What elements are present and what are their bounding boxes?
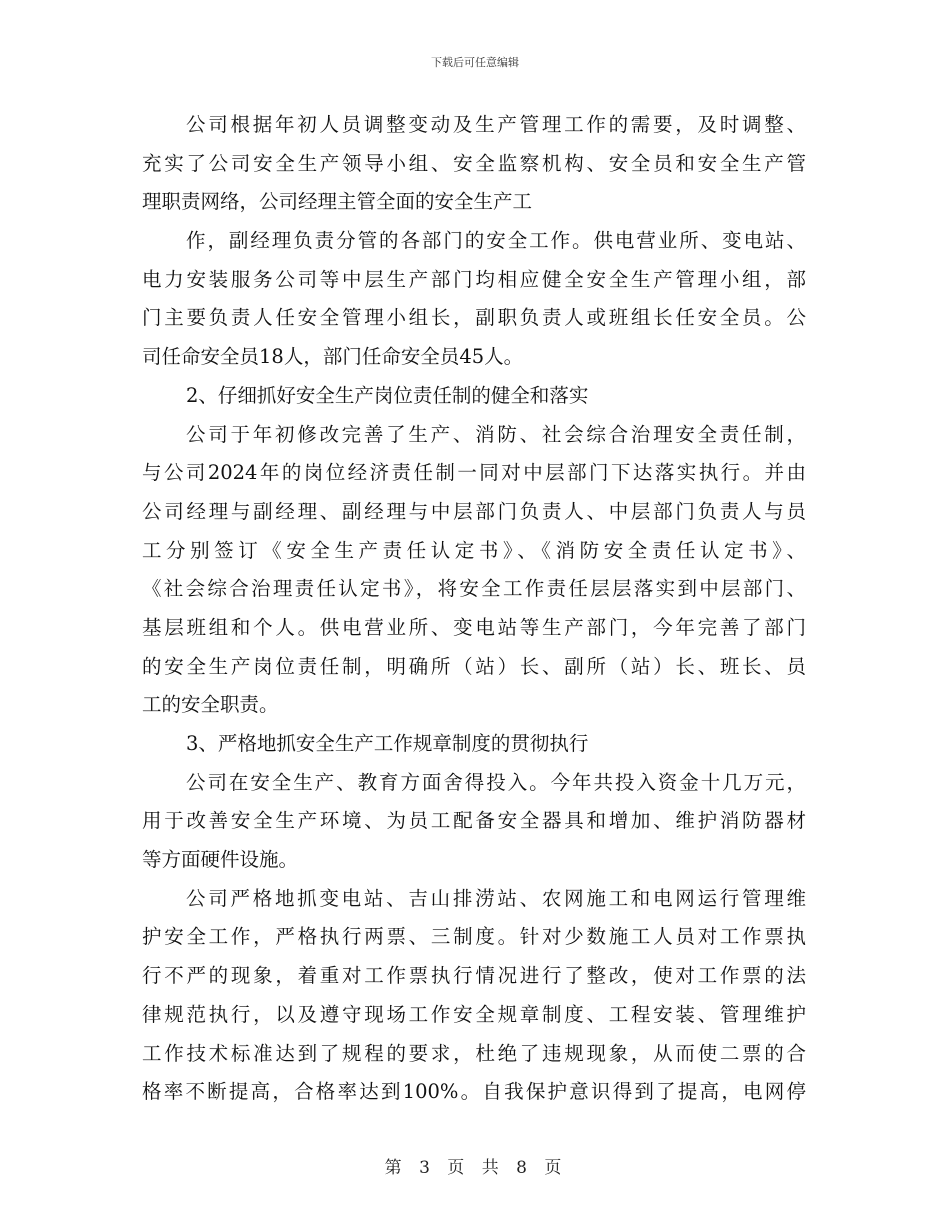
paragraph-line: 护安全工作，严格执行两票、三制度。针对少数施工人员对工作票执 <box>142 925 806 949</box>
paragraph-line: 等方面硬件设施。 <box>142 848 299 872</box>
paragraph-line: 公司严格地抓变电站、吉山排涝站、农网施工和电网运行管理维 <box>186 886 806 910</box>
section-heading: 2、仔细抓好安全生产岗位责任制的健全和落实 <box>186 383 589 407</box>
paragraph-line: 理职责网络，公司经理主管全面的安全生产工 <box>142 190 533 214</box>
paragraph-line: 行不严的现象，着重对工作票执行情况进行了整改，使对工作票的法 <box>142 964 806 988</box>
paragraph-line: 司任命安全员18人，部门任命安全员45人。 <box>142 345 524 369</box>
paragraph-line: 作，副经理负责分管的各部门的安全工作。供电营业所、变电站、 <box>186 229 806 253</box>
paragraph-line: 电力安装服务公司等中层生产部门均相应健全安全生产管理小组，部 <box>142 267 806 291</box>
paragraph-line: 格率不断提高，合格率达到100%。自我保护意识得到了提高，电网停 <box>142 1080 806 1104</box>
document-body <box>142 106 806 1112</box>
paragraph-line: 公司于年初修改完善了生产、消防、社会综合治理安全责任制， <box>186 422 806 446</box>
section-heading: 3、严格地抓安全生产工作规章制度的贯彻执行 <box>186 732 589 755</box>
paragraph-line: 公司根据年初人员调整变动及生产管理工作的需要，及时调整、 <box>186 113 806 136</box>
paragraph-line: 与公司2024年的岗位经济责任制一同对中层部门下达落实执行。并由 <box>142 461 806 485</box>
page-header: 下载后可任意编辑 <box>431 56 519 69</box>
paragraph-line: 用于改善安全生产环境、为员工配备安全器具和增加、维护消防器材 <box>142 809 806 833</box>
paragraph-line: 工的安全职责。 <box>142 693 279 717</box>
paragraph-line: 工分别签订《安全生产责任认定书》、《消防安全责任认定书》、 <box>142 538 806 562</box>
paragraph-line: 律规范执行，以及遵守现场工作安全规章制度、工程安装、管理维护 <box>142 1002 806 1026</box>
paragraph-line: 基层班组和个人。供电营业所、变电站等生产部门，今年完善了部门 <box>142 615 806 639</box>
paragraph-line: 充实了公司安全生产领导小组、安全监察机构、安全员和安全生产管 <box>142 151 806 175</box>
paragraph-line: 《社会综合治理责任认定书》，将安全工作责任层层落实到中层部门、 <box>142 577 806 601</box>
paragraph-line: 的安全生产岗位责任制，明确所（站）长、副所（站）长、班长、员 <box>142 654 806 678</box>
page-number: 第 3 页 共 8 页 <box>384 1158 566 1178</box>
paragraph-line: 工作技术标准达到了规程的要求，杜绝了违规现象，从而使二票的合 <box>142 1041 806 1065</box>
paragraph-line: 门主要负责人任安全管理小组长，副职负责人或班组长任安全员。公 <box>142 306 806 330</box>
paragraph-line: 公司在安全生产、教育方面舍得投入。今年共投入资金十几万元， <box>186 770 806 794</box>
paragraph-line: 公司经理与副经理、副经理与中层部门负责人、中层部门负责人与员 <box>142 499 806 523</box>
